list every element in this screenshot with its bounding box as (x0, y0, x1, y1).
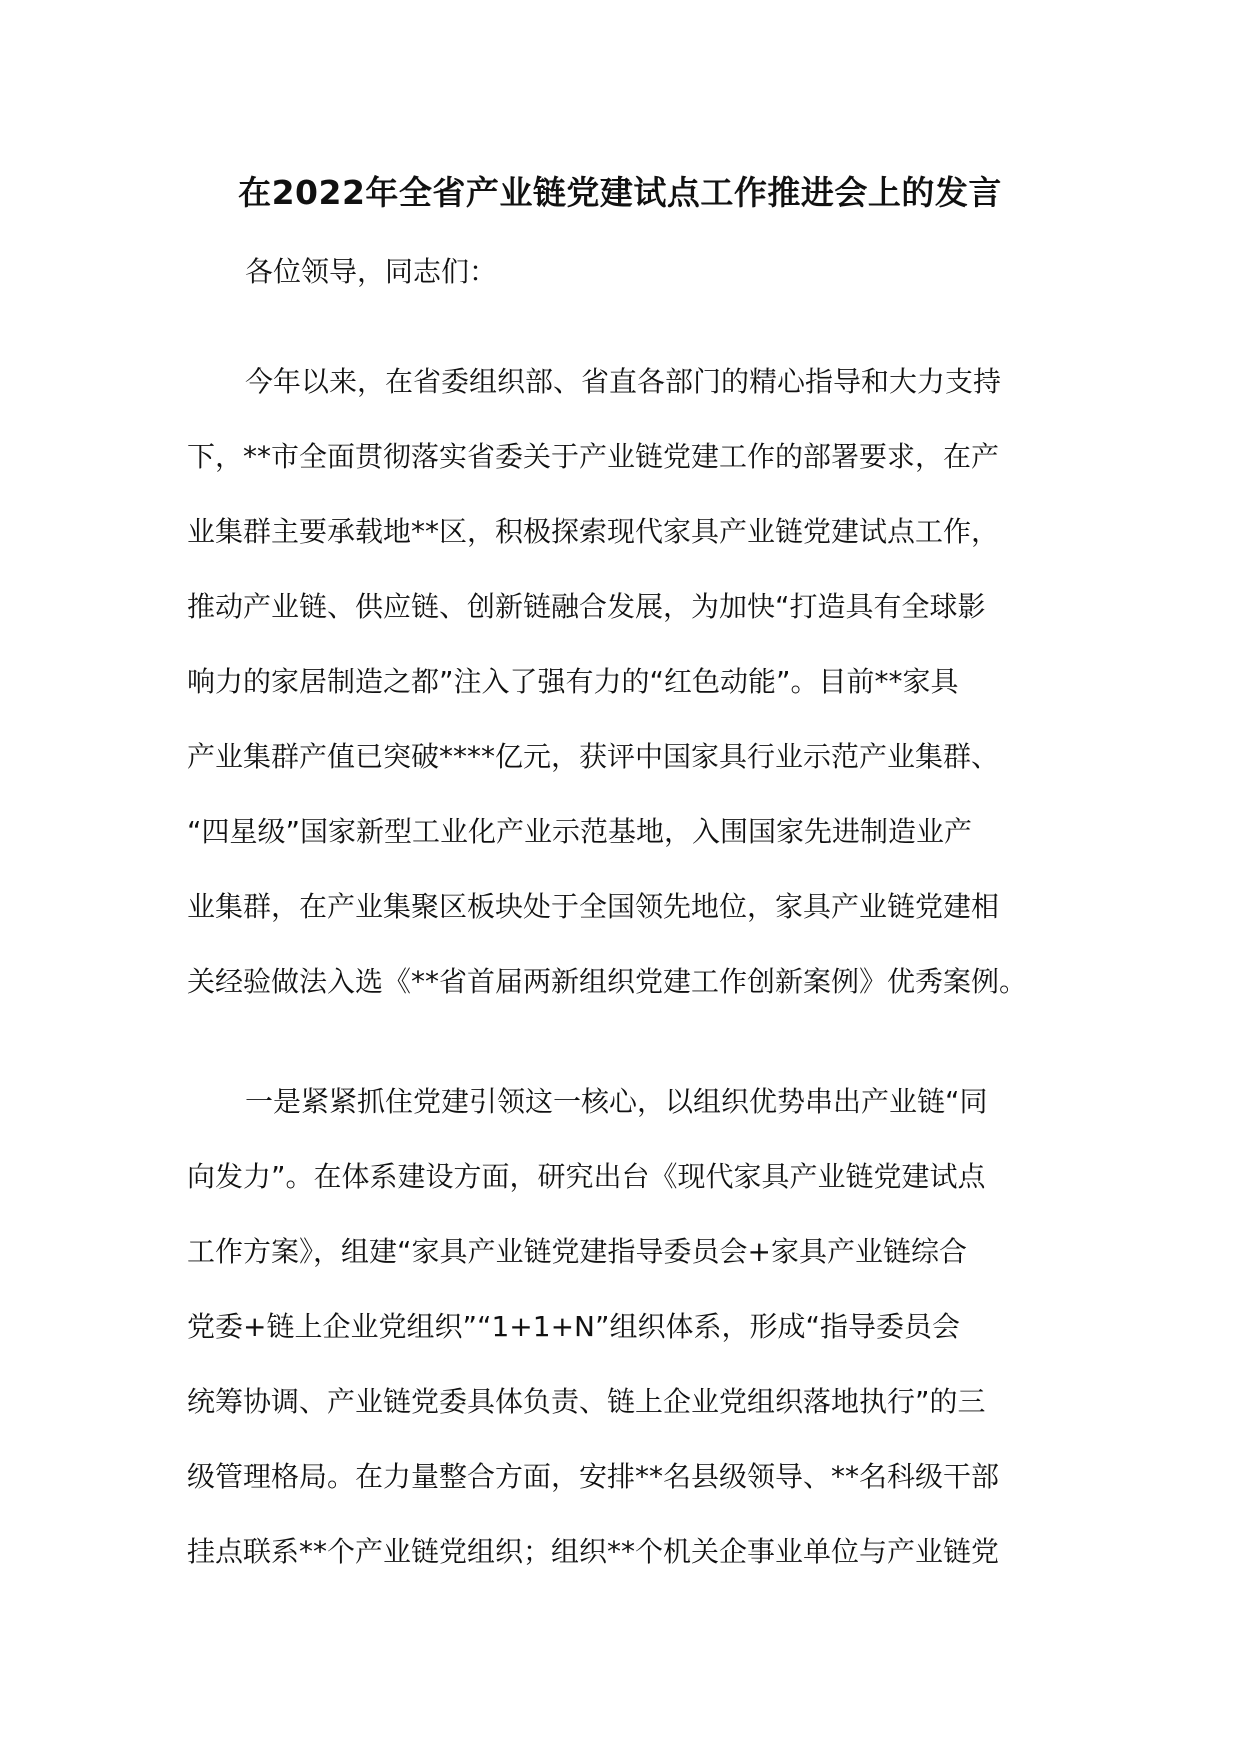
paragraph-line: 统筹协调、产业链党委具体负责、链上企业党组织落地执行”的三 (187, 1385, 986, 1418)
paragraph-line: 产业集群产值已突破****亿元，获评中国家具行业示范产业集群、 (187, 740, 1000, 773)
greeting-line: 各位领导，同志们： (245, 255, 498, 288)
paragraph-line: 挂点联系**个产业链党组织；组织**个机关企事业单位与产业链党 (187, 1535, 1000, 1568)
paragraph-1 (187, 344, 1067, 1019)
paragraph-line: 关经验做法入选《**省首届两新组织党建工作创新案例》优秀案例。 (187, 965, 1028, 998)
paragraph-line: 业集群，在产业集聚区板块处于全国领先地位，家具产业链党建相 (187, 890, 1000, 923)
paragraph-line: 推动产业链、供应链、创新链融合发展，为加快“打造具有全球影 (187, 590, 986, 623)
paragraph-line: 今年以来，在省委组织部、省直各部门的精心指导和大力支持 (245, 365, 1002, 398)
paragraph-line: 党委+链上企业党组织”“1+1+N”组织体系，形成“指导委员会 (187, 1310, 960, 1343)
paragraph-line: 业集群主要承载地**区，积极探索现代家具产业链党建试点工作， (187, 515, 1000, 548)
paragraph-line: 下，**市全面贯彻落实省委关于产业链党建工作的部署要求，在产 (187, 440, 1000, 473)
paragraph-line: 一是紧紧抓住党建引领这一核心，以组织优势串出产业链“同 (245, 1085, 988, 1118)
paragraph-2 (187, 1064, 1067, 1589)
paragraph-line: 向发力”。在体系建设方面，研究出台《现代家具产业链党建试点 (187, 1160, 986, 1193)
document-title: 在2022年全省产业链党建试点工作推进会上的发言 (238, 173, 1002, 212)
paragraph-line: 级管理格局。在力量整合方面，安排**名县级领导、**名科级干部 (187, 1460, 1000, 1493)
paragraph-line: 响力的家居制造之都”注入了强有力的“红色动能”。目前**家具 (187, 665, 959, 698)
paragraph-line: 工作方案》，组建“家具产业链党建指导委员会+家具产业链综合 (187, 1235, 967, 1268)
paragraph-line: “四星级”国家新型工业化产业示范基地，入围国家先进制造业产 (187, 815, 973, 848)
